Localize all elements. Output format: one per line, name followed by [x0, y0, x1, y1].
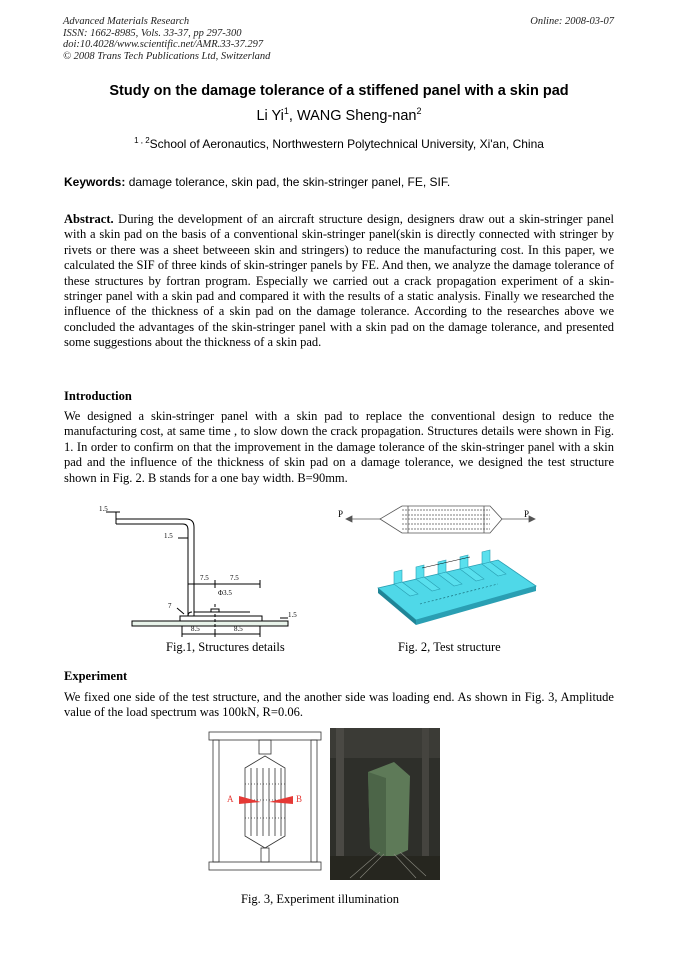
- affiliation-text: School of Aeronautics, Northwestern Polytechnical University, Xi'an, China: [149, 137, 544, 151]
- fig2-load-left: P: [338, 509, 344, 519]
- author-1-sup: 1: [283, 106, 289, 116]
- figure-3-rig-photo: [330, 728, 440, 880]
- figure-2-test-structure: [330, 500, 560, 638]
- issn-line: ISSN: 1662-8985, Vols. 33-37, pp 297-300: [63, 27, 242, 39]
- fig3-label-a: A: [227, 794, 234, 804]
- affiliation-sup: 1 , 2: [134, 136, 150, 145]
- fig2-panel-3d: [378, 550, 536, 625]
- experiment-heading: Experiment: [64, 669, 128, 683]
- keywords: [64, 175, 450, 189]
- introduction-text: We designed a skin-stringer panel with a skin pad to replace the conventional design to reduce the manufacturing cost, at same time , to slow down the crack propagation. Structures details were shown in Fig. 1. In order to confirm on that the improvement in the damage tolerance of the skin-stringer panel with a skin pad and the influence of the thickness of skin pad on a damage tolerance, we designed the test structure shown in Fig. 2. B stands for a one bay width. B=90mm.: [64, 409, 614, 485]
- experiment-text: We fixed one side of the test structure, and the another side was loading end. As shown in Fig. 3, Amplitude value of the load spectrum was 100kN, R=0.06.: [64, 690, 614, 720]
- author-line: [0, 106, 678, 124]
- fig1-label-pad-offset: 7: [168, 602, 172, 610]
- fig3-label-b: B: [296, 794, 303, 804]
- figure-2-caption: Fig. 2, Test structure: [398, 640, 501, 654]
- journal-name: Advanced Materials Research: [63, 16, 190, 27]
- journal-header: [63, 16, 270, 62]
- fig2-load-right: P: [524, 509, 530, 519]
- fig1-label-left-spacing: 7.5: [200, 574, 209, 582]
- author-1-name: Li Yi: [256, 107, 284, 124]
- fig1-label-skin-thickness: 1.5: [288, 611, 297, 619]
- paper-title: Study on the damage tolerance of a stiffened panel with a skin pad: [109, 83, 569, 99]
- fig1-label-rivet-diameter: Φ3.5: [218, 589, 232, 597]
- online-date: Online: 2008-03-07: [530, 16, 614, 27]
- author-2-name: WANG Sheng-nan: [296, 107, 417, 124]
- figure-3-caption: Fig. 3, Experiment illumination: [241, 892, 399, 906]
- keywords-label: Keywords:: [64, 175, 126, 189]
- abstract: [64, 212, 614, 351]
- introduction-heading: Introduction: [64, 389, 132, 403]
- figure-1-caption: Fig.1, Structures details: [166, 640, 285, 654]
- keywords-text: damage tolerance, skin pad, the skin-stringer panel, FE, SIF.: [125, 175, 451, 189]
- fig1-label-left-pad: 8.5: [191, 625, 200, 633]
- figure-3-rig-drawing: [205, 728, 325, 878]
- fig1-label-right-spacing: 7.5: [230, 574, 239, 582]
- affiliation: [0, 136, 678, 151]
- copyright-line: © 2008 Trans Tech Publications Ltd, Switzerland: [63, 50, 271, 62]
- abstract-text: During the development of an aircraft structure design, designers draw out a skin-stringer panel with a skin pad on the basis of a conventional skin-stringer panel(skin is directly connected with stringer by rivets or there was a sheet betweeen skin and stringers) to reduce the manufacturing cost. In this paper, we calculated the SIF of three kinds of skin-stringer panels by FE. And then, we analyze the damage tolerance of these structures by fortran program. Especially we carried out a crack propagation experiment of a skin-stringer panel with a skin pad and compared it with the results of a static analysis. Finally we researched the influence of the thickness of a skin pad on the damage tolerance. According to the researches above we concluded the advantages of the skin-stringer panel with a skin pad on the damage tolerance, and presented some suggestions about the thickness of a skin pad.: [64, 212, 614, 350]
- author-2-sup: 2: [416, 106, 422, 116]
- abstract-label: Abstract.: [64, 212, 114, 226]
- doi-line: doi:10.4028/www.scientific.net/AMR.33-37.297: [63, 39, 264, 50]
- author-separator: ,: [288, 107, 297, 124]
- fig1-label-right-pad: 8.5: [234, 625, 243, 633]
- figure-1-structures-details: [92, 500, 307, 640]
- fig1-label-flange-thickness: 1.5: [99, 505, 108, 513]
- fig1-label-web-thickness: 1.5: [164, 532, 173, 540]
